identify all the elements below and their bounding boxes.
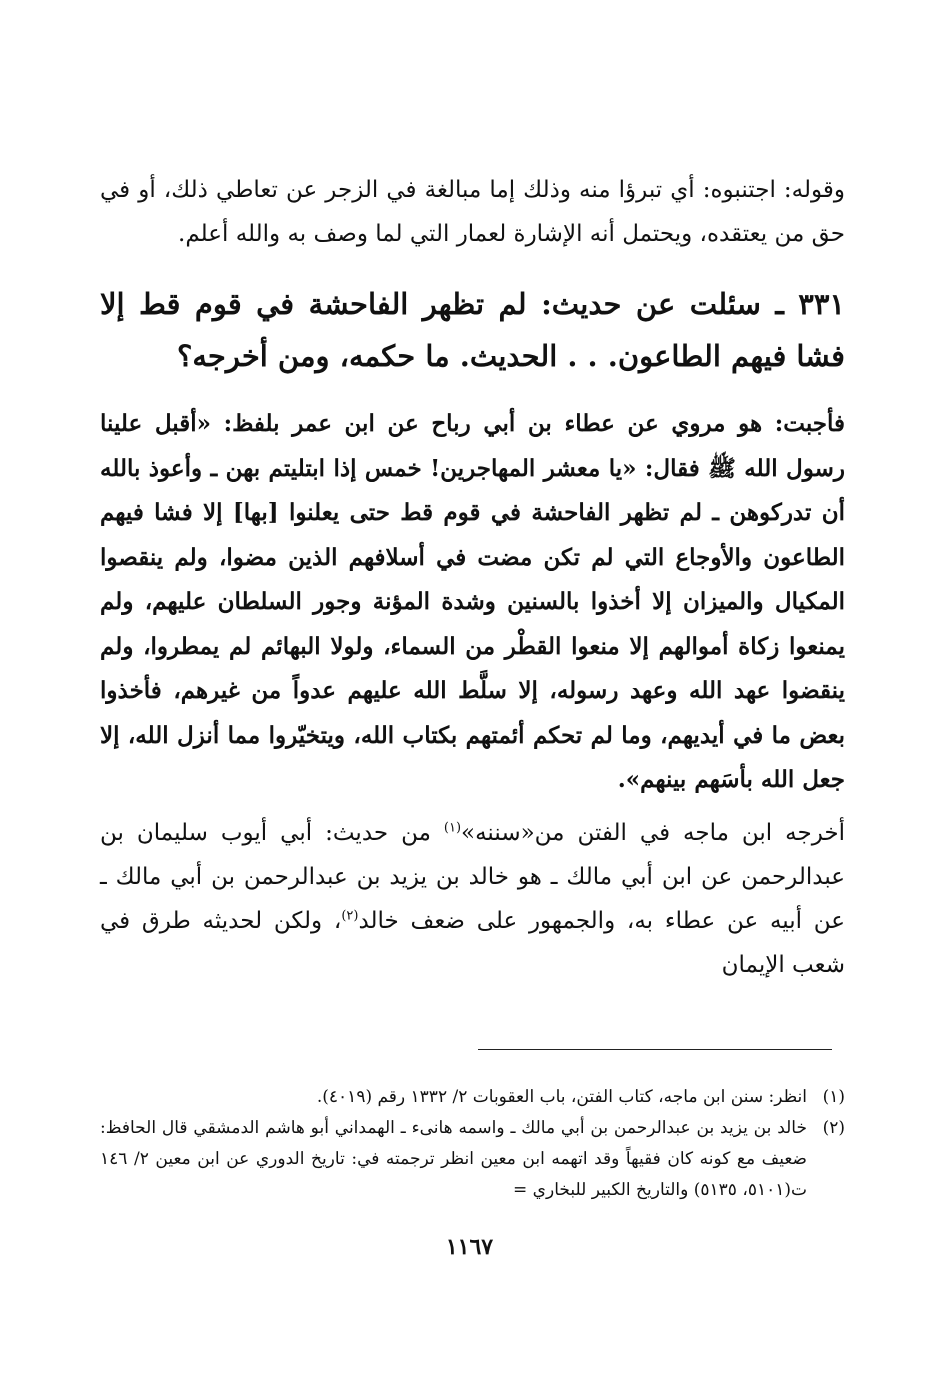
footnote-item [100,1082,845,1113]
main-text [100,168,845,987]
takhrij-text-1: أخرجه ابن ماجه في الفتن من«سننه» [461,819,845,846]
footnote-separator [478,1049,832,1050]
footnote-item [100,1113,845,1206]
page-number: ١١٦٧ [445,1234,494,1260]
takhrij-text-2: من حديث: أبي أيوب سليمان بن عبدالرحمن عن ابن أبي مالك ـ هو خالد بن يزيد بن عبدالرحمن بن أبي مالك ـ عن أبيه عن عطاء به، والجمهور على ضعف خالد [100,819,845,934]
answer-text: هو مروي عن عطاء بن أبي رباح عن ابن عمر بلفظ: «أقبل علينا رسول الله ﷺ فقال: «يا معشر المهاجرين! خمس إذا ابتليتم بهن ـ وأعوذ بالله أن تدركوهن ـ لم تظهر الفاحشة في قوم قط حتى يعلنوا [بها] إلا فشا فيهم الطاعون والأوجاع التي لم تكن مضت في أسلافهم الذين مضوا، ولم ينقصوا المكيال والميزان إلا أخذوا بالسنين وشدة المؤنة وجور السلطان عليهم، ولم يمنعوا زكاة أموالهم إلا منعوا القطْر من السماء، ولولا البهائم لم يمطروا، ولم ينقضوا عهد الله وعهد رسوله، إلا سلَّط الله عليهم عدواً من غيرهم، فأخذوا بعض ما في أيديهم، وما لم تحكم أئمتهم بكتاب الله، ويتخيّروا مما أنزل الله، إلا جعل الله بأسَهم بينهم». [100,410,845,793]
footnotes [100,1082,845,1206]
takhrij-paragraph [100,811,845,987]
footnote-text: خالد بن يزيد بن عبدالرحمن بن أبي مالك ـ واسمه هانىء ـ الهمداني أبو هاشم الدمشقي قال الحافظ: ضعيف مع كونه كان فقيهاً وقد اتهمه ابن معين انظر ترجمته في: تاريخ الدوري عن ابن معين ٢/ ١٤٦ ت(٥١٠١، ٥١٣٥) والتاريخ الكبير للبخاري = [100,1118,807,1200]
takhrij-text-3: ، ولكن لحديثه طرق في شعب الإيمان [100,907,845,978]
footnote-number: (٢) [822,1118,845,1138]
footnote-ref-2: (٢) [341,907,359,923]
footnote-ref-1: (١) [443,819,462,835]
footnote-text: انظر: سنن ابن ماجه، كتاب الفتن، باب العقوبات ٢/ ١٣٣٢ رقم (٤٠١٩). [316,1087,807,1107]
intro-paragraph: وقوله: اجتنبوه: أي تبرؤا منه وذلك إما مبالغة في الزجر عن تعاطي ذلك، أو في حق من يعتقده، ويحتمل أنه الإشارة لعمار التي لما وصف به والله أعلم. [100,177,845,247]
footnote-number: (١) [822,1087,845,1107]
answer-lead: فأجبت: [774,410,845,437]
answer-paragraph [100,402,845,803]
question-heading: ٣٣١ ـ سئلت عن حديث: لم تظهر الفاحشة في قوم قط إلا فشا فيهم الطاعون. . . الحديث. ما حكمه، ومن أخرجه؟ [100,287,845,373]
